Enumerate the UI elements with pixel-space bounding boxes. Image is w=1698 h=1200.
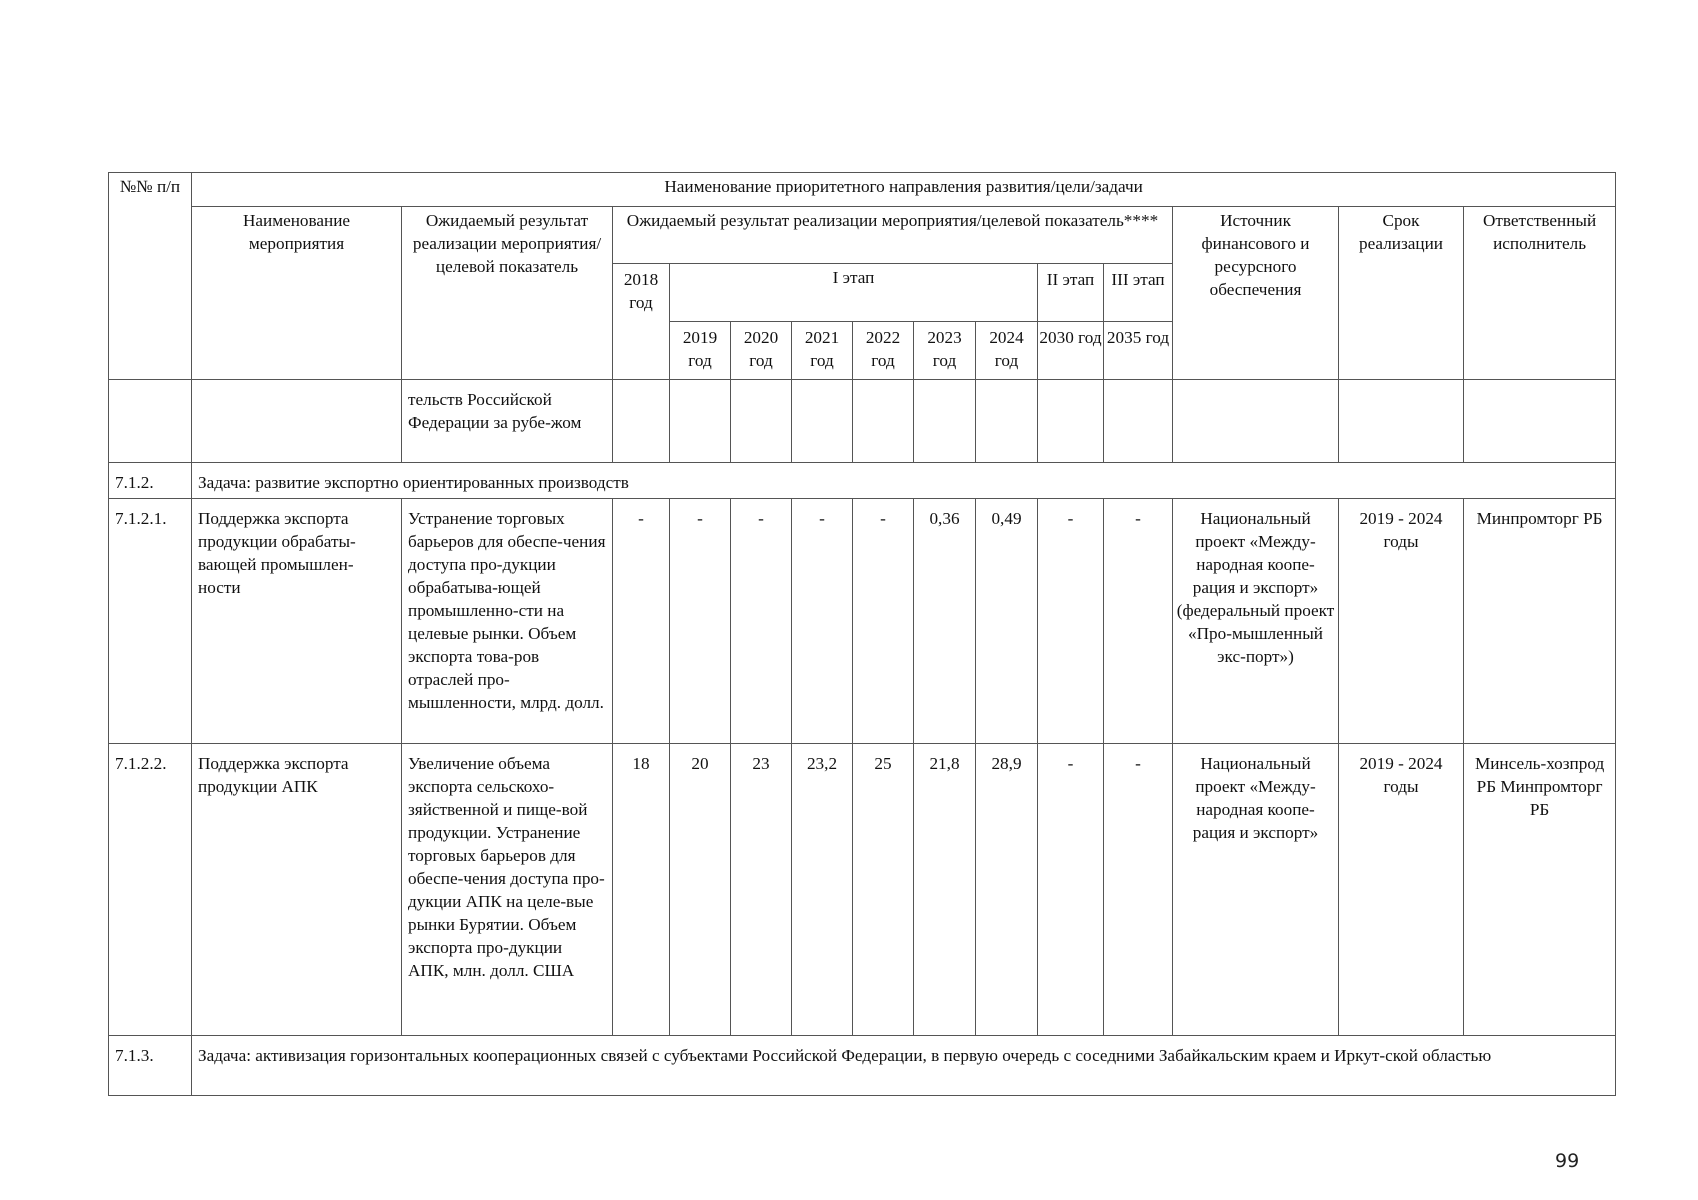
event-name: Поддержка экспорта продукции обрабаты-вающей промышлен-ности: [192, 499, 402, 744]
implementation-period: 2019 - 2024 годы: [1339, 499, 1464, 744]
task-row: [109, 463, 1616, 499]
value-2020: 23: [731, 744, 792, 1036]
value-2022: -: [853, 499, 914, 744]
value-2024: 28,9: [976, 744, 1038, 1036]
header-year: 2030 год: [1038, 322, 1104, 380]
value-2019: -: [670, 499, 731, 744]
header-year: 2022 год: [853, 322, 914, 380]
value-2021: -: [792, 499, 853, 744]
header-source: Источник финансового и ресурсного обеспечения: [1173, 207, 1339, 380]
cell-empty: [1464, 380, 1616, 463]
header-executor: Ответственный исполнитель: [1464, 207, 1616, 380]
value-2022: 25: [853, 744, 914, 1036]
funding-source: Национальный проект «Между-народная коопе-рация и экспорт»: [1173, 744, 1339, 1036]
header-stage-1: I этап: [670, 264, 1038, 322]
value-2030: -: [1038, 499, 1104, 744]
cell-empty: [792, 380, 853, 463]
responsible-executor: Минсель-хозпрод РБ Минпромторг РБ: [1464, 744, 1616, 1036]
value-2030: -: [1038, 744, 1104, 1036]
funding-source: Национальный проект «Между-народная коопе-рация и экспорт» (федеральный проект «Про-мышленный экс-порт»): [1173, 499, 1339, 744]
cell-empty: [1104, 380, 1173, 463]
header-year: 2020 год: [731, 322, 792, 380]
cell-empty: [1339, 380, 1464, 463]
header-number: №№ п/п: [109, 173, 192, 380]
value-2018: -: [613, 499, 670, 744]
cell-empty: [976, 380, 1038, 463]
header-year-2018: 2018 год: [613, 264, 670, 380]
header-expected-result-target: Ожидаемый результат реализации мероприятия/целевой показатель****: [613, 207, 1173, 264]
value-2035: -: [1104, 744, 1173, 1036]
event-name: Поддержка экспорта продукции АПК: [192, 744, 402, 1036]
expected-result: Устранение торговых барьеров для обеспе-чения доступа про-дукции обрабатыва-ющей промышленно-сти на целевые рынки. Объем экспорта това-ров отраслей про-мышленности, млрд. долл.: [402, 499, 613, 744]
header-expected-result: Ожидаемый результат реализации мероприятия/целевой показатель: [402, 207, 613, 380]
header-year: 2023 год: [914, 322, 976, 380]
value-2019: 20: [670, 744, 731, 1036]
row-number: 7.1.2.2.: [109, 744, 192, 1036]
value-2024: 0,49: [976, 499, 1038, 744]
task-text: Задача: развитие экспортно ориентированных производств: [192, 463, 1616, 499]
header-direction: Наименование приоритетного направления развития/цели/задачи: [192, 173, 1616, 207]
task-number: 7.1.3.: [109, 1036, 192, 1096]
cell-empty: [1173, 380, 1339, 463]
program-table: [108, 172, 1616, 1096]
task-row: [109, 1036, 1616, 1096]
cell-empty: [670, 380, 731, 463]
row-number: 7.1.2.1.: [109, 499, 192, 744]
cell-empty: [192, 380, 402, 463]
cell-empty: [853, 380, 914, 463]
task-number: 7.1.2.: [109, 463, 192, 499]
expected-result: Увеличение объема экспорта сельскохо-зяйственной и пище-вой продукции. Устранение торговых барьеров для обеспе-чения доступа про-дукции АПК на целе-вые рынки Бурятии. Объем экспорта про-дукции АПК, млн. долл. США: [402, 744, 613, 1036]
header-year: 2021 год: [792, 322, 853, 380]
table-row: [109, 380, 1616, 463]
cell-empty: [1038, 380, 1104, 463]
header-stage-3: III этап: [1104, 264, 1173, 322]
task-text: Задача: активизация горизонтальных кооперационных связей с субъектами Российской Федерации, в первую очередь с соседними Забайкальским краем и Иркут-ской областью: [192, 1036, 1616, 1096]
header-year: 2024 год: [976, 322, 1038, 380]
header-event-name: Наименование мероприятия: [192, 207, 402, 380]
table-row: [109, 744, 1616, 1036]
header-year: 2019 год: [670, 322, 731, 380]
cell-empty: [613, 380, 670, 463]
table-row: [109, 499, 1616, 744]
value-2020: -: [731, 499, 792, 744]
value-2023: 0,36: [914, 499, 976, 744]
value-2035: -: [1104, 499, 1173, 744]
value-2023: 21,8: [914, 744, 976, 1036]
value-2021: 23,2: [792, 744, 853, 1036]
header-stage-2: II этап: [1038, 264, 1104, 322]
cell-empty: [914, 380, 976, 463]
page-number: 99: [1555, 1150, 1580, 1172]
header-year: 2035 год: [1104, 322, 1173, 380]
header-period: Срок реализации: [1339, 207, 1464, 380]
cell-empty: [731, 380, 792, 463]
continuation-result: тельств Российской Федерации за рубе-жом: [402, 380, 613, 463]
value-2018: 18: [613, 744, 670, 1036]
implementation-period: 2019 - 2024 годы: [1339, 744, 1464, 1036]
responsible-executor: Минпромторг РБ: [1464, 499, 1616, 744]
cell-empty: [109, 380, 192, 463]
